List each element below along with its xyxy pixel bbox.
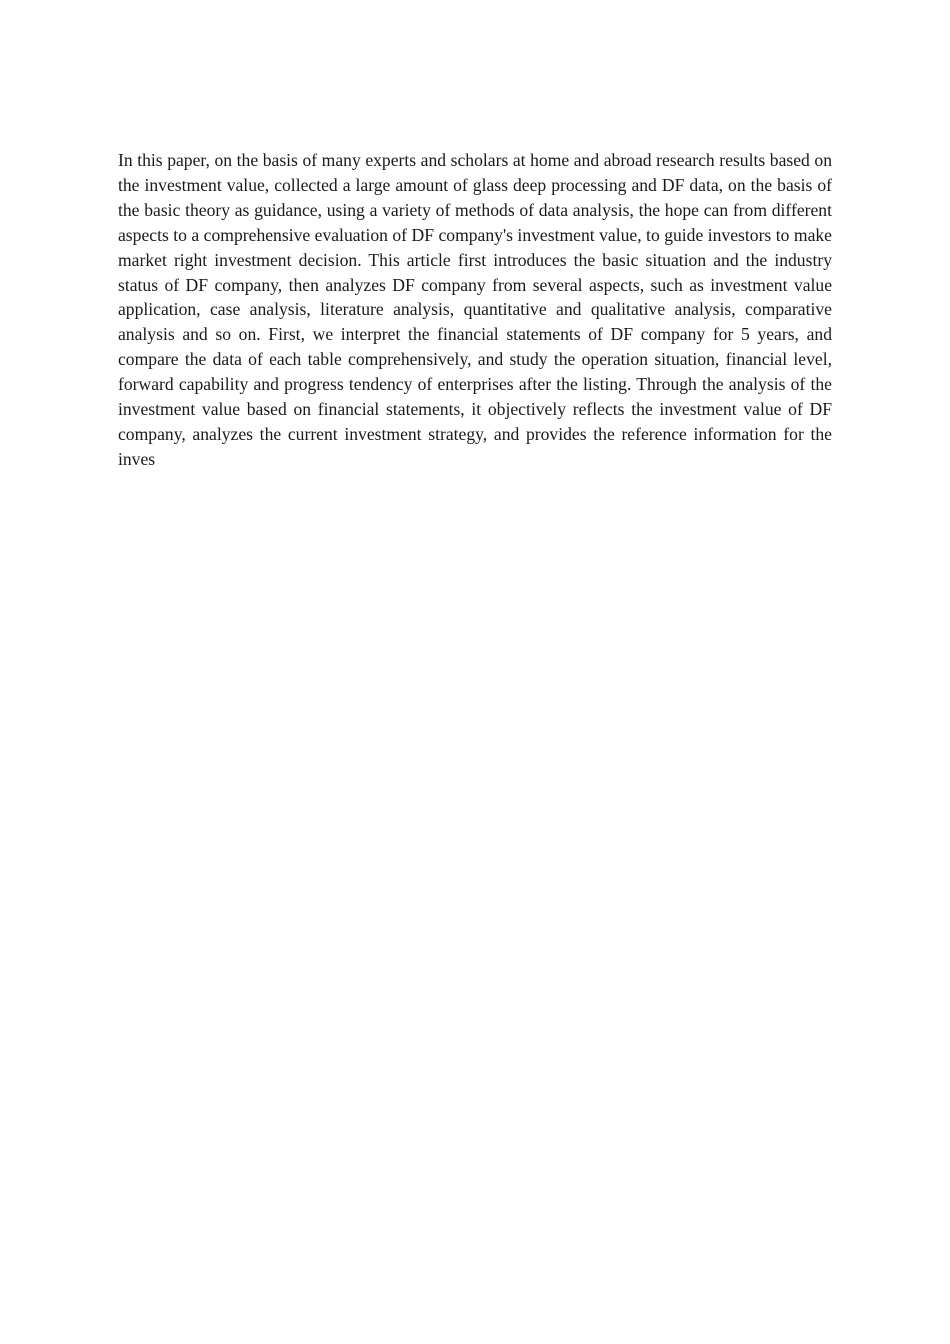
abstract-paragraph: In this paper, on the basis of many experts and scholars at home and abroad research results based on the investment value, collected a large amount of glass deep processing and DF data, on the basis of the basic theory as guidance, using a variety of methods of data analysis, the hope can from different aspects to a comprehensive evaluation of DF company's investment value, to guide investors to make market right investment decision. This article first introduces the basic situation and the industry status of DF company, then analyzes DF company from several aspects, such as investment value application, case analysis, literature analysis, quantitative and qualitative analysis, comparative analysis and so on. First, we interpret the financial statements of DF company for 5 years, and compare the data of each table comprehensively, and study the operation situation, financial level, forward capability and progress tendency of enterprises after the listing. Through the analysis of the investment value based on financial statements, it objectively reflects the investment value of DF company, analyzes the current investment strategy, and provides the reference information for the inves xyxy=(118,150,832,469)
